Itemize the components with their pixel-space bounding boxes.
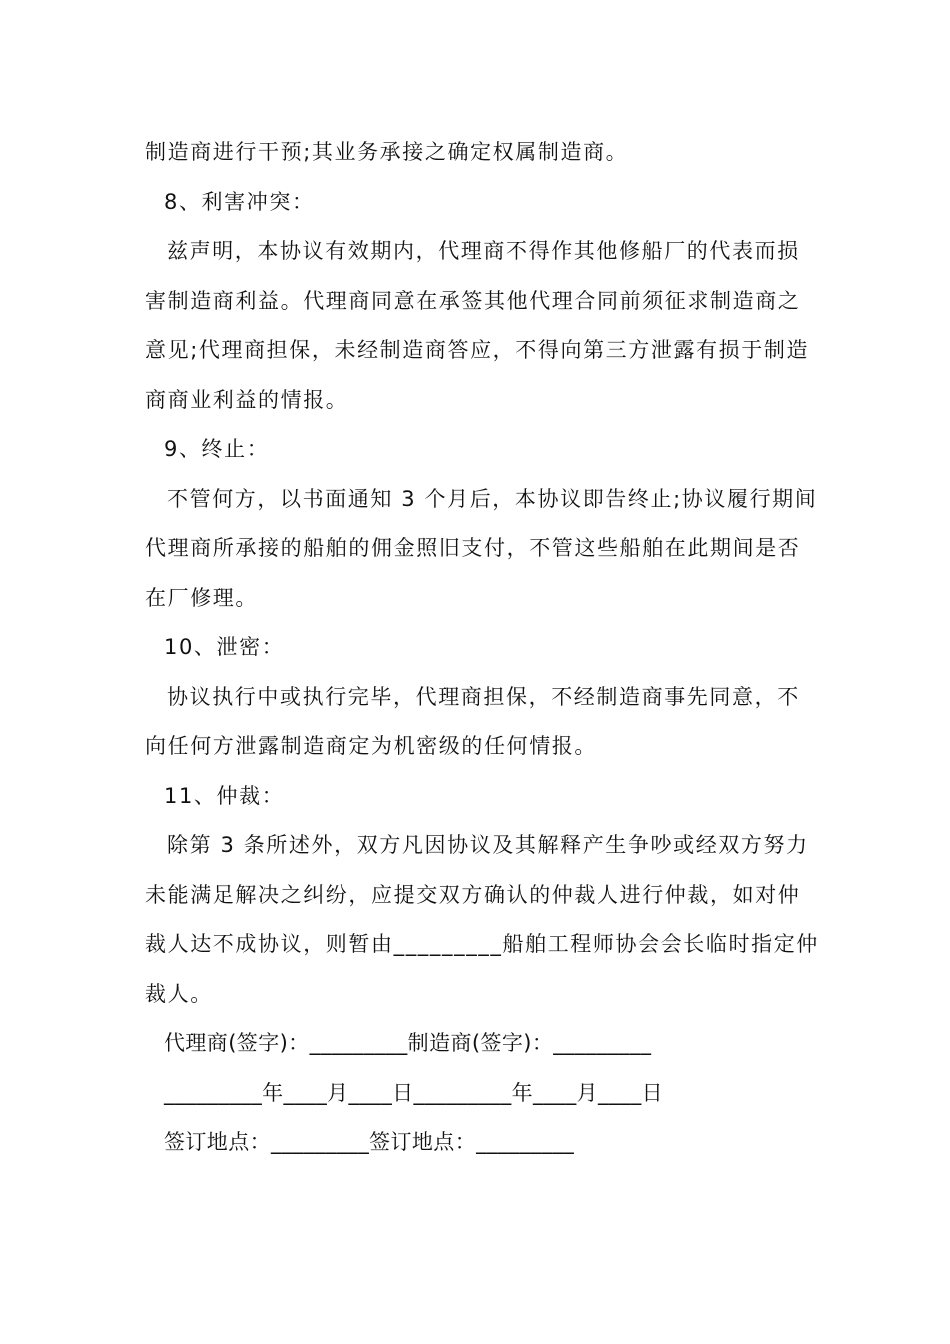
document-page: [145, 128, 819, 1168]
signature-line: 代理商(签字)：_________制造商(签字)：_________: [164, 1031, 652, 1055]
paragraph-line: 害制造商利益。代理商同意在承签其他代理合同前须征求制造商之: [145, 288, 801, 313]
section-heading-confidentiality: 10、泄密：: [164, 635, 285, 659]
paragraph-line: 不管何方，以书面通知 3 个月后，本协议即告终止;协议履行期间: [167, 486, 818, 511]
section-heading-termination: 9、终止：: [164, 437, 270, 461]
paragraph-line: 向任何方泄露制造商定为机密级的任何情报。: [145, 734, 597, 758]
paragraph-line: 裁人。: [145, 981, 213, 1006]
paragraph-line: 除第 3 条所述外，双方凡因协议及其解释产生争吵或经双方努力: [167, 833, 809, 857]
paragraph-line: 裁人达不成协议，则暂由_________船舶工程师协会会长临时指定仲: [145, 932, 819, 956]
signing-place-line: 签订地点：_________签订地点：_________: [164, 1130, 575, 1154]
paragraph-line: 代理商所承接的船舶的佣金照旧支付，不管这些船舶在此期间是否: [145, 536, 801, 560]
paragraph-line: 制造商进行干预;其业务承接之确定权属制造商。: [145, 140, 629, 164]
paragraph-line: 意见;代理商担保，未经制造商答应，不得向第三方泄露有损于制造: [145, 338, 810, 362]
date-line: _________年____月____日_________年____月____日: [164, 1080, 663, 1105]
section-heading-conflict: 8、利害冲突：: [164, 189, 315, 214]
section-heading-arbitration: 11、仲裁：: [164, 783, 285, 808]
paragraph-line: 兹声明，本协议有效期内，代理商不得作其他修船厂的代表而损: [167, 239, 800, 263]
paragraph-line: 未能满足解决之纠纷，应提交双方确认的仲裁人进行仲裁，如对仲: [145, 882, 801, 907]
paragraph-line: 在厂修理。: [145, 585, 258, 610]
paragraph-line: 协议执行中或执行完毕，代理商担保，不经制造商事先同意，不: [167, 684, 800, 709]
paragraph-line: 商商业利益的情报。: [145, 387, 349, 412]
